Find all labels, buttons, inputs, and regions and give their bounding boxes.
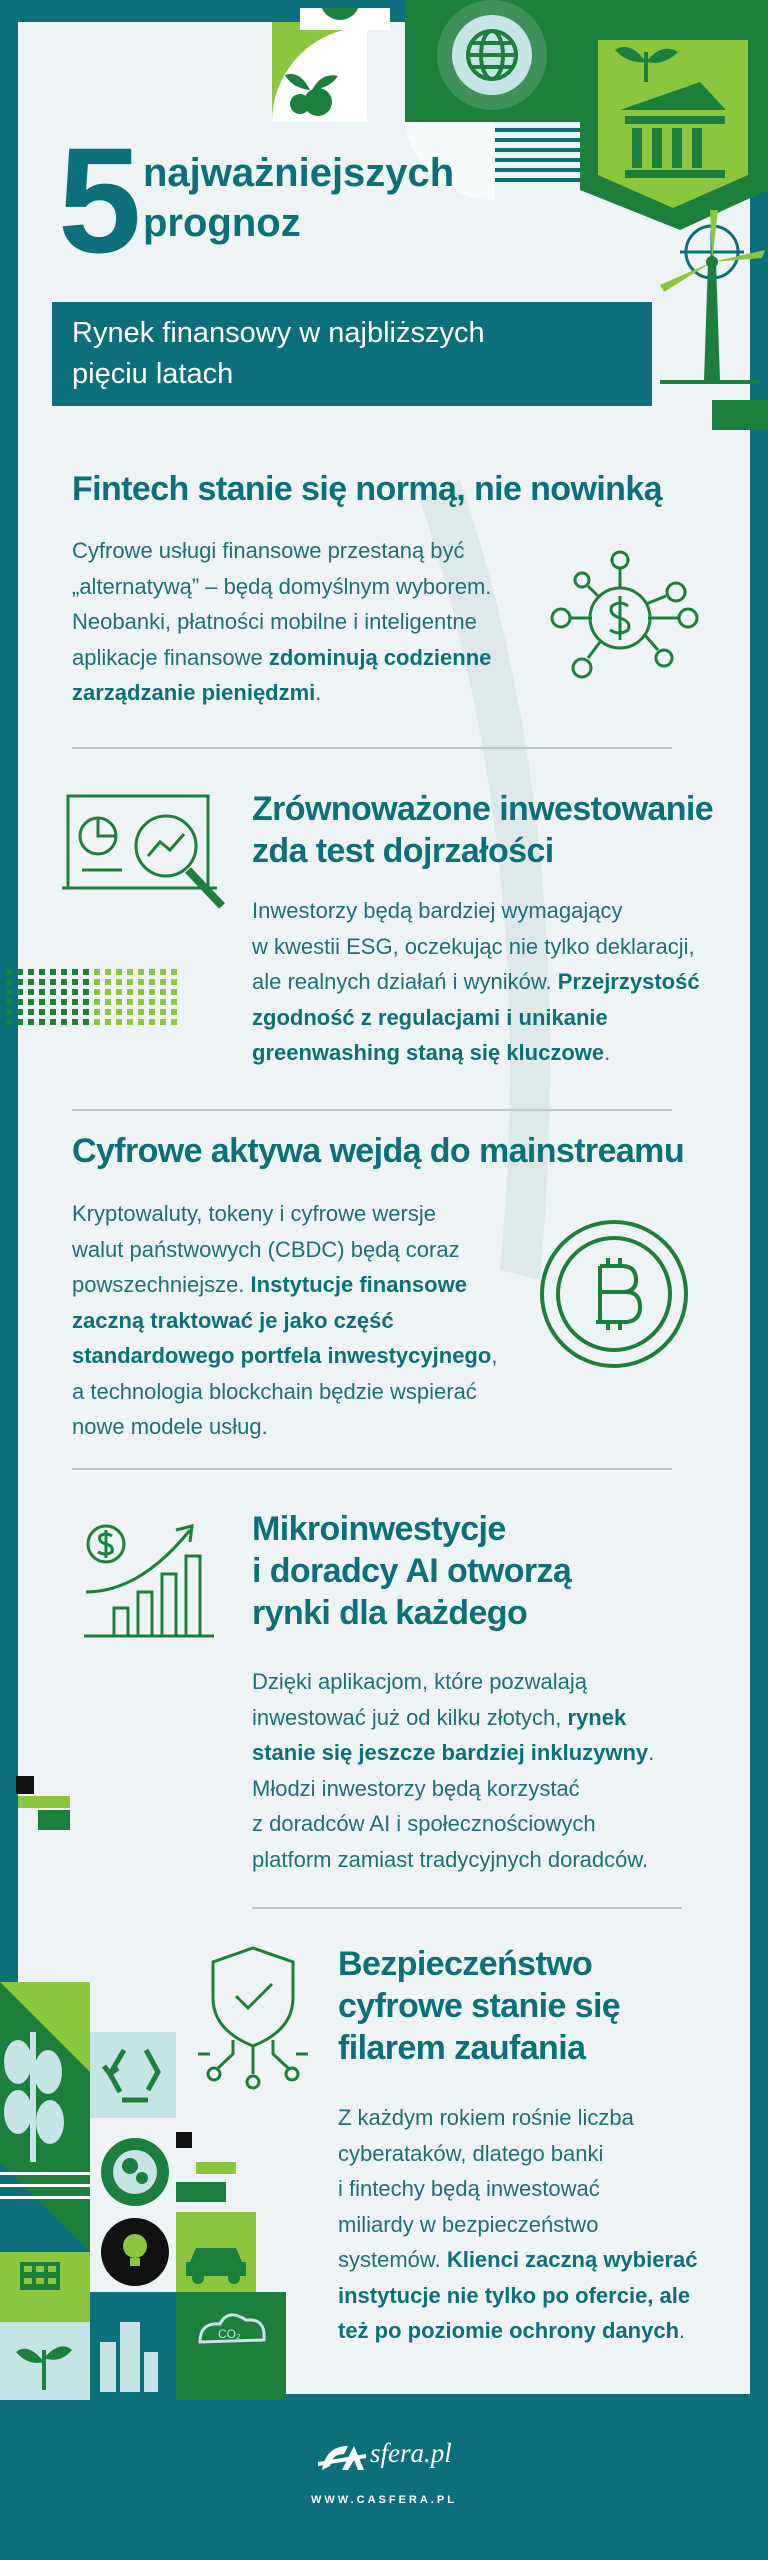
footer-decoration (0, 1922, 300, 2400)
pattern-dot (171, 1019, 177, 1025)
section-body-line (72, 604, 592, 640)
pattern-dot (83, 979, 89, 985)
pattern-dot (127, 1009, 133, 1015)
section-body-line (252, 1842, 732, 1878)
body-text: ale realnych działań i wyników. (252, 969, 558, 994)
body-text: aplikacje finansowe (72, 644, 269, 670)
section-body-line (72, 569, 592, 605)
body-text: . (679, 2318, 686, 2343)
pattern-dot (160, 979, 166, 985)
body-text: „alternatywą” – będą domyślnym wyborem. (72, 573, 492, 599)
body-text: Z każdym rokiem rośnie liczba (338, 2105, 634, 2130)
body-text: Kryptowaluty, tokeny i cyfrowe wersje (72, 1201, 436, 1226)
pattern-dot (138, 979, 144, 985)
subtitle-line: Rynek finansowy w najbliższych (72, 317, 485, 349)
pattern-dot (17, 999, 23, 1005)
plant-icon (272, 22, 367, 122)
pattern-dot (39, 1009, 45, 1015)
pattern-dot (28, 999, 34, 1005)
pattern-dot (17, 989, 23, 995)
emphasis-text: rynek (567, 1704, 627, 1730)
body-text: Dzięki aplikacjom, które pozwalają (252, 1669, 588, 1694)
pattern-dot (28, 989, 34, 995)
pattern-dot (94, 1019, 100, 1025)
section-body-line (252, 929, 732, 965)
pattern-dot (149, 979, 155, 985)
section-body-line (72, 1196, 592, 1232)
pattern-dot (127, 979, 133, 985)
body-text: Inwestorzy będą bardziej wymagający (252, 898, 623, 923)
pattern-dot (17, 969, 23, 975)
body-text: i fintechy będą inwestować (338, 2176, 600, 2201)
body-text: systemów. (338, 2247, 447, 2272)
pattern-dot (94, 979, 100, 985)
section-body-line (338, 2242, 732, 2278)
pattern-dot (39, 1019, 45, 1025)
section-title-line: Fintech stanie się normą, nie nowinką (72, 470, 662, 508)
pattern-dot (83, 989, 89, 995)
pattern-dot (160, 989, 166, 995)
square-pattern (0, 1770, 80, 1836)
section-body-line (72, 1267, 592, 1303)
divider (72, 1468, 672, 1470)
section-body (72, 1196, 592, 1445)
pattern-dot (116, 979, 122, 985)
section-body-line (72, 1232, 592, 1268)
pattern-dot (6, 999, 12, 1005)
section-title (338, 1943, 732, 2069)
emphasis-text: Klienci zaczną wybierać (446, 2247, 698, 2272)
pattern-dot (50, 1019, 56, 1025)
body-text: cyberataków, dlatego banki (338, 2140, 604, 2166)
pattern-dot (28, 979, 34, 985)
pattern-dot (138, 1019, 144, 1025)
pattern-dot (39, 999, 45, 1005)
pattern-dot (83, 999, 89, 1005)
divider (72, 747, 672, 749)
pattern-dot (28, 969, 34, 975)
section-body-line (252, 1035, 732, 1071)
section-body-line (252, 1735, 732, 1771)
section-body-line (72, 1338, 592, 1374)
emphasis-text: zdominują codzienne (268, 644, 492, 670)
section-title (72, 1130, 732, 1172)
pattern-dot (72, 979, 78, 985)
brand-name: sfera.pl (370, 2438, 452, 2468)
section-body-line (72, 1409, 592, 1445)
pattern-dot (171, 1009, 177, 1015)
pattern-dot (116, 989, 122, 995)
pattern-dot (105, 969, 111, 975)
wind-turbine-icon (660, 210, 765, 380)
pattern-dot (138, 1009, 144, 1015)
section-title (252, 1508, 732, 1634)
pattern-dot (50, 999, 56, 1005)
pattern-dot (72, 969, 78, 975)
section-title-line: Mikroinwestycje (252, 1510, 506, 1548)
pattern-dot (83, 1019, 89, 1025)
section-body-line (252, 964, 732, 1000)
body-text: a technologia blockchain będzie wspierać (72, 1378, 477, 1404)
pattern-dot (72, 989, 78, 995)
website-url: WWW.CASFERA.PL (311, 2494, 457, 2506)
body-text: miliardy w bezpieczeństwo (338, 2211, 599, 2237)
pattern-dot (61, 1009, 67, 1015)
pattern-dot (149, 989, 155, 995)
pattern-dot (149, 1009, 155, 1015)
body-text: platform zamiast tradycyjnych doradców. (252, 1846, 649, 1872)
pattern-dot (105, 979, 111, 985)
pattern-dot (6, 989, 12, 995)
analytics-magnifier-icon (62, 790, 237, 920)
pattern-dot (6, 969, 12, 975)
pattern-dot (50, 989, 56, 995)
emphasis-text: Przejrzystość (557, 969, 700, 994)
section-body-line (338, 2171, 732, 2207)
pattern-dot (149, 999, 155, 1005)
body-text: nowe modele usług. (72, 1414, 268, 1439)
ca-logo-icon (318, 2440, 368, 2478)
emphasis-text: standardowego portfela inwestycyjnego (72, 1343, 492, 1368)
pattern-dot (72, 1019, 78, 1025)
emphasis-text: stanie się jeszcze bardziej inkluzywny (252, 1740, 649, 1765)
pattern-dot (116, 999, 122, 1005)
bitcoin-icon (538, 1218, 690, 1370)
pattern-dot (94, 1009, 100, 1015)
body-text: powszechniejsze. (72, 1272, 251, 1297)
subtitle (72, 313, 652, 395)
pattern-dot (17, 1009, 23, 1015)
headline-number: 5 (58, 116, 138, 284)
section-body-line (338, 2100, 732, 2136)
section-title-line: Zrównoważone inwestowanie (252, 790, 714, 828)
pattern-dot (160, 1009, 166, 1015)
section-title-line: cyfrowe stanie się (338, 1987, 621, 2025)
section-body-line (252, 1806, 732, 1842)
body-text: Młodzi inwestorzy będą korzystać (252, 1775, 580, 1801)
pattern-dot (50, 979, 56, 985)
pattern-dot (83, 1009, 89, 1015)
pattern-dot (94, 969, 100, 975)
emphasis-text: greenwashing staną się kluczowe (252, 1040, 605, 1065)
pattern-dot (127, 969, 133, 975)
pattern-dot (138, 999, 144, 1005)
pattern-dot (6, 1009, 12, 1015)
pattern-dot (50, 1009, 56, 1015)
section-body-line (252, 1771, 732, 1807)
section-body-line (338, 2313, 732, 2349)
section-title (252, 788, 732, 872)
dollar-network-icon (548, 546, 708, 696)
body-text: Neobanki, płatności mobilne i inteligentne (72, 609, 477, 634)
pattern-dot (171, 999, 177, 1005)
section-body-line (252, 1664, 732, 1700)
body-text: inwestować już od kilku złotych, (252, 1704, 568, 1730)
headline-title-line: prognoz (143, 201, 301, 245)
pattern-dot (61, 969, 67, 975)
body-text: Cyfrowe usługi finansowe przestaną być (72, 538, 465, 563)
pattern-dot (127, 989, 133, 995)
section-title-line: Bezpieczeństwo (338, 1945, 593, 1983)
emphasis-text: też po poziomie ochrony danych (338, 2318, 680, 2343)
growth-chart-icon (80, 1512, 220, 1642)
pattern-dot (72, 1009, 78, 1015)
emphasis-text: zaczną traktować je jako część (72, 1307, 394, 1333)
headline-title (143, 148, 503, 248)
section-body-line (252, 1000, 732, 1036)
pattern-dot (28, 1009, 34, 1015)
pattern-dot (39, 979, 45, 985)
pattern-dot (127, 1019, 133, 1025)
body-text: . (315, 680, 322, 705)
pattern-dot (61, 999, 67, 1005)
section-title-line: filarem zaufania (338, 2029, 586, 2067)
pattern-dot (105, 999, 111, 1005)
pattern-dot (39, 969, 45, 975)
section-body-line (72, 1303, 592, 1339)
pattern-dot (83, 969, 89, 975)
body-text: z doradców AI i społecznościowych (252, 1811, 596, 1836)
divider (252, 1907, 682, 1909)
pattern-dot (17, 979, 23, 985)
pattern-dot (105, 989, 111, 995)
pattern-dot (160, 969, 166, 975)
body-text: walut państwowych (CBDC) będą coraz (72, 1236, 460, 1262)
section-body-line (252, 1700, 732, 1736)
pattern-dot (61, 989, 67, 995)
pattern-dot (61, 1019, 67, 1025)
section-body-line (72, 675, 592, 711)
pattern-dot (94, 989, 100, 995)
section-title (72, 468, 732, 510)
pattern-dot (171, 989, 177, 995)
pattern-dot (94, 999, 100, 1005)
pattern-dot (127, 999, 133, 1005)
section-body-line (338, 2278, 732, 2314)
section-title-line: i doradcy AI otworzą (252, 1552, 572, 1590)
section-body (252, 893, 732, 1071)
section-title-line: rynki dla każdego (252, 1594, 528, 1632)
pattern-dot (116, 1019, 122, 1025)
pattern-dot (105, 1019, 111, 1025)
section-title-line: Cyfrowe aktywa wejdą do mainstreamu (72, 1132, 684, 1170)
pattern-dot (149, 969, 155, 975)
pattern-dot (171, 969, 177, 975)
section-body (252, 1664, 732, 1877)
pattern-dot (6, 979, 12, 985)
headline-title-line: najważniejszych (143, 151, 455, 195)
section-body-line (72, 1374, 592, 1410)
divider (72, 1109, 672, 1111)
section-body-line (72, 640, 592, 676)
emphasis-text: zarządzanie pieniędzmi (72, 680, 316, 705)
pattern-dot (39, 989, 45, 995)
pattern-dot (50, 969, 56, 975)
svg-text:CO₂: CO₂ (218, 2327, 241, 2341)
pattern-dot (116, 1009, 122, 1015)
body-text: . (648, 1740, 655, 1765)
section-body (338, 2100, 732, 2349)
section-body-line (338, 2207, 732, 2243)
subtitle-line: pięciu latach (72, 358, 234, 390)
section-title-line: zda test dojrzałości (252, 832, 554, 870)
section-body-line (72, 533, 592, 569)
emphasis-text: instytucje nie tylko po ofercie, ale (338, 2282, 691, 2308)
body-text: . (604, 1040, 611, 1065)
emphasis-text: zgodność z regulacjami i unikanie (252, 1004, 608, 1030)
pattern-dot (171, 979, 177, 985)
pattern-dot (160, 1019, 166, 1025)
emphasis-text: Instytucje finansowe (250, 1272, 467, 1297)
pattern-dot (6, 1019, 12, 1025)
pattern-dot (160, 999, 166, 1005)
pattern-dot (116, 969, 122, 975)
pattern-dot (149, 1019, 155, 1025)
pattern-dot (105, 1009, 111, 1015)
section-body-line (338, 2136, 732, 2172)
section-body-line (252, 893, 732, 929)
pattern-dot (138, 969, 144, 975)
pattern-dot (28, 1019, 34, 1025)
pattern-dot (72, 999, 78, 1005)
pattern-dot (17, 1019, 23, 1025)
section-body (72, 533, 592, 711)
body-text: w kwestii ESG, oczekując nie tylko deklaracji, (252, 933, 695, 959)
dot-pattern (0, 965, 180, 1031)
pattern-dot (61, 979, 67, 985)
pattern-dot (138, 989, 144, 995)
body-text: , (491, 1343, 498, 1368)
